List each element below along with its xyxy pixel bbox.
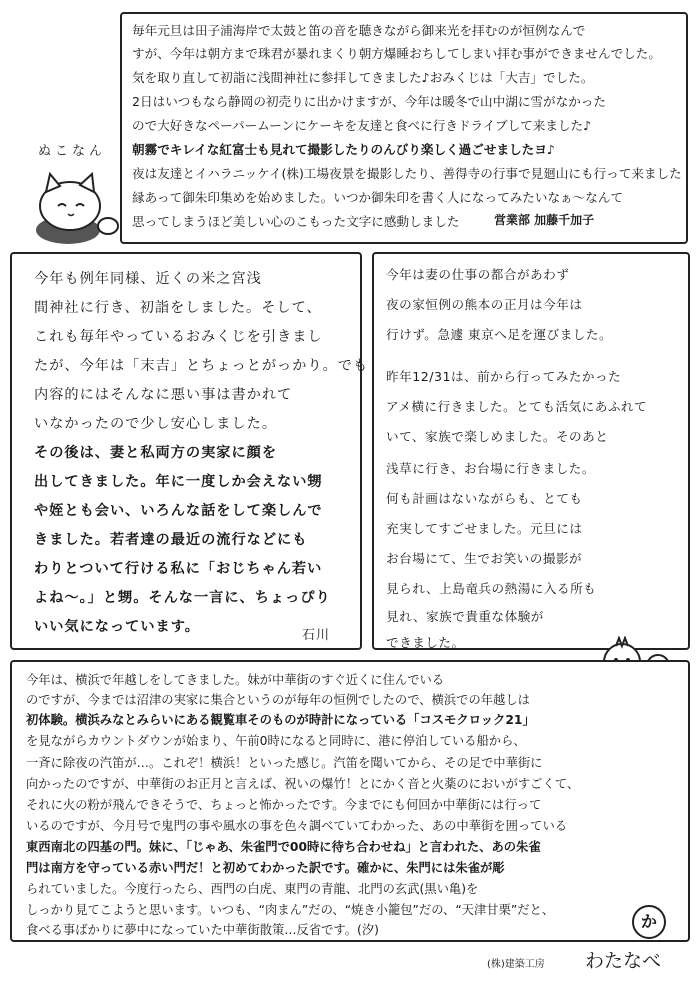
left-line: 出してきました。年に一度しか会えない甥: [34, 474, 323, 490]
top-line: 朝霧でキレイな紅富士も見れて撮影したりのんびり楽しく過ごせましたヨ♪: [132, 142, 555, 157]
left-line: よね～。」と甥。そんな一言に、ちょっぴり: [34, 590, 331, 606]
bottom-line: 東西南北の四基の門。妹に、「じゃあ、朱雀門で00時に待ち合わせね」と言われた、あの朱雀: [26, 840, 541, 854]
left-line: や姪とも会い、いろんな話をして楽しんで: [34, 503, 323, 519]
top-line: 気を取り直して初詣に浅間神社に参拝してきました♪おみくじは「大吉」でした。: [132, 70, 594, 85]
right-line: 見れ、家族で貴重な体験が: [386, 609, 544, 624]
right-line: いて、家族で楽しめました。そのあと: [386, 429, 609, 444]
right-line: 見られ、上島竜兵の熱湯に入る所も: [386, 581, 597, 596]
top-message-box: [120, 12, 688, 244]
bottom-line: 今年は、横浜で年越しをしてきました。妹が中華街のすぐ近くに住んでいる: [26, 673, 445, 687]
bottom-line: 初体験。横浜みなとみらいにある観覧車そのものが時計になっている「コスモクロック21」: [26, 713, 535, 727]
top-line: 2日はいつもなら静岡の初売りに出かけますが、今年は暖冬で山中湖に雪がなかった: [132, 94, 606, 109]
bottom-line: それに火の粉が飛んできそうで、ちょっと怖かったです。今までにも何回か中華街には行って: [26, 798, 542, 812]
right-line: 浅草に行き、お台場に行きました。: [386, 461, 595, 476]
bottom-line: 門は南方を守っている赤い門だ！と初めてわかった訳です。確かに、朱門には朱雀が彫: [26, 861, 505, 875]
bottom-line: られていました。今度行ったら、西門の白虎、東門の青龍、北門の玄武(黒い亀)を: [26, 882, 479, 896]
right-line: 行けず。急遽 東京へ足を運びました。: [386, 327, 613, 342]
bottom-line: いるのですが、今月号で鬼門の事や風水の事を色々調べていてわかった、あの中華街を囲っている: [26, 819, 568, 833]
footer-brand-name: わたなべ: [585, 950, 662, 972]
bottom-line: 食べる事ばかりに夢中になっていた中華街散策…反省です。(汐): [26, 923, 379, 937]
right-line: 充実してすごせました。元旦には: [386, 521, 583, 536]
footer-company: (株)建築工房: [487, 959, 545, 970]
top-line: ので大好きなペーパームーンにケーキを友達と食べに行きドライブして来ました♪: [132, 118, 592, 133]
right-line: できました。: [386, 635, 465, 650]
bottom-line: 向かったのですが、中華街のお正月と言えば、祝いの爆竹！とにかく音と火薬のにおいがすごくて、: [26, 777, 580, 791]
right-line: お台場にて、生でお笑いの撮影が: [386, 551, 583, 566]
top-line: 夜は友達とイハラニッケイ(株)工場夜景を撮影したり、善得寺の行事で見廻山にも行って来ました: [132, 166, 682, 181]
left-line: 今年も例年同様、近くの米之宮浅: [34, 271, 262, 287]
right-message-box: [372, 252, 690, 650]
top-line: 思ってしまうほど美しい心のこもった文字に感動しました: [132, 214, 460, 229]
left-line: その後は、妻と私両方の実家に顔を: [34, 445, 278, 461]
left-line: 間神社に行き、初詣をしました。そして、: [34, 300, 322, 316]
bottom-message-box: [10, 660, 690, 942]
bottom-line: 一斉に除夜の汽笛が…。これぞ！横浜！といった感じ。汽笛を聞いてから、その足で中華街に: [26, 756, 543, 770]
bottom-line: のですが、今までは沼津の実家に集合というのが毎年の恒例でしたので、横浜での年越しは: [26, 693, 530, 707]
left-line: きました。若者達の最近の流行などにも: [34, 532, 308, 548]
left-line: たが、今年は「末吉」とちょっとがっかり。でも: [34, 358, 369, 374]
left-signature: 石川: [302, 628, 331, 643]
right-line: 夜の家恒例の熊本の正月は今年は: [386, 297, 583, 312]
right-line: アメ横に行きました。とても活気にあふれて: [386, 399, 648, 414]
left-message-box: [10, 252, 369, 650]
top-line: すが、今年は朝方まで珠君が暴れまくり朝方爆睡おちしてしまい拝む事ができませんでした。: [132, 46, 661, 61]
right-line: 今年は妻の仕事の都合があわず: [386, 267, 570, 282]
top-signature: 営業部 加藤千加子: [494, 213, 595, 227]
mascot-label: ぬこなん: [38, 144, 107, 159]
left-line: これも毎年やっているおみくじを引きまし: [34, 329, 323, 345]
left-line: いい気になっています。: [34, 619, 200, 635]
author-badge: か: [632, 905, 666, 939]
right-line: 何も計画はないながらも、とても: [386, 491, 583, 506]
bottom-line: しっかり見てこようと思います。いつも、“肉まん”だの、“焼き小籠包”だの、“天津甘栗”だと、: [26, 903, 555, 917]
right-line: 昨年12/31は、前から行ってみたかった: [386, 369, 622, 384]
bottom-line: を見ながらカウントダウンが始まり、午前0時になると同時に、港に停泊している船から、: [26, 734, 526, 748]
left-line: 内容的にはそんなに悪い事は書かれて: [34, 387, 293, 403]
left-line: いなかったので少し安心しました。: [34, 416, 278, 432]
top-line: 縁あって御朱印集めを始めました。いつか御朱印を書く人になってみたいなぁ～なんて: [132, 190, 624, 205]
cat-mascot-icon: [28, 168, 120, 250]
left-line: わりとついて行ける私に「おじちゃん若い: [34, 561, 323, 577]
top-line: 毎年元旦は田子浦海岸で太鼓と笛の音を聴きながら御来光を拝むのが恒例なんで: [132, 23, 586, 38]
